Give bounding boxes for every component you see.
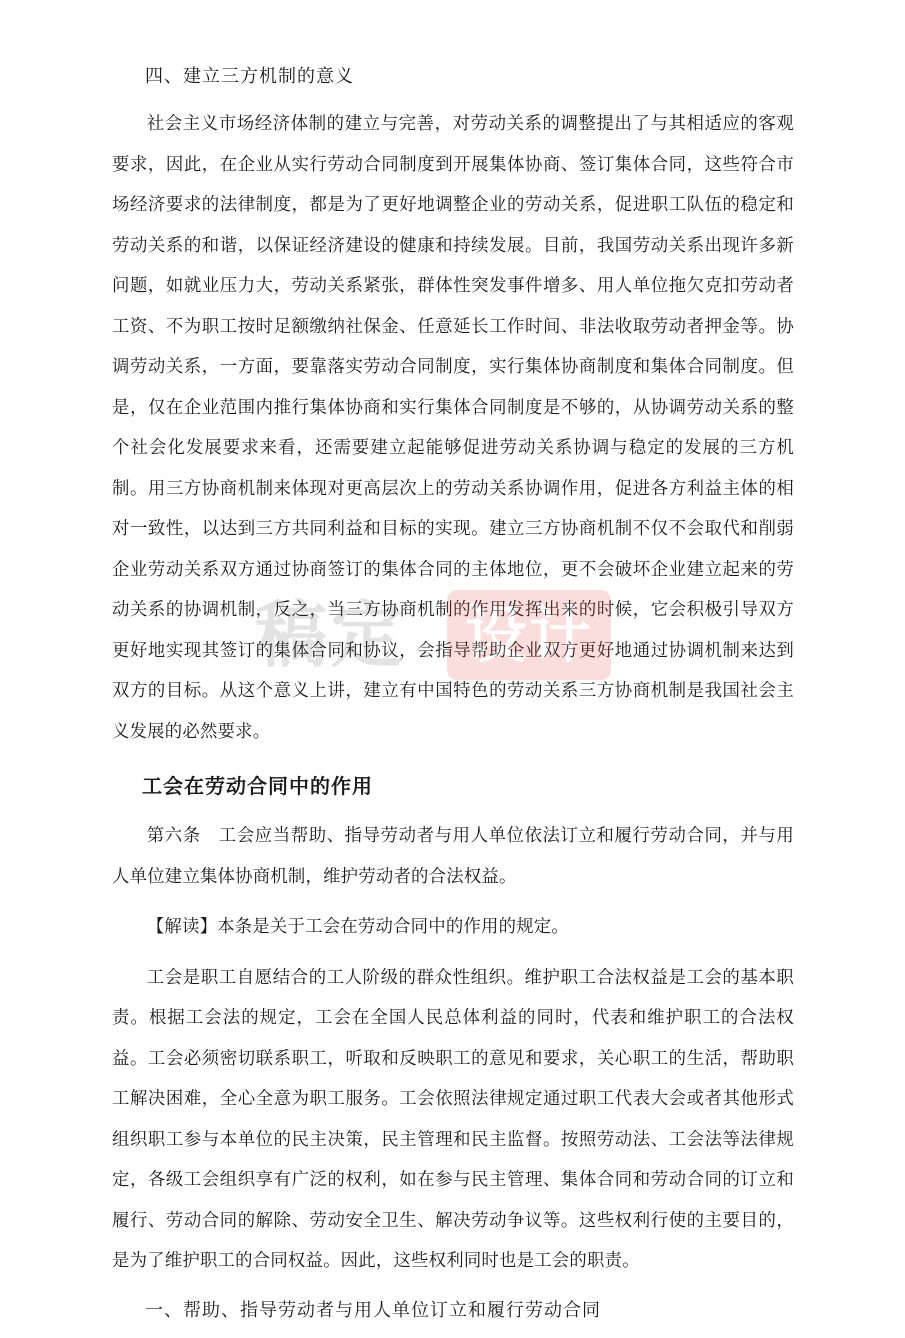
watermark-left-text: 稿定 — [255, 593, 408, 677]
paragraph-tripartite-significance: 社会主义市场经济体制的建立与完善，对劳动关系的调整提出了与其相适应的客观要求，因此，在企业从实行劳动合同制度到开展集体协商、签订集体合同，这些符合市场经济要求的法律制度，都是为了更好地调整企业的劳动关系，促进职工队伍的稳定和劳动关系的和谐，以保证经济建设的健康和持续发展。目前，我国劳动关系出现许多新问题，如就业压力大，劳动关系紧张，群体性突发事件增多、用人单位拖欠克扣劳动者工资、不为职工按时足额缴纳社保金、任意延长工作时间、非法收取劳动者押金等。协调劳动关系，一方面，要靠落实劳动合同制度，实行集体协商制度和集体合同制度。但是，仅在企业范围内推行集体协商和实行集体合同制度是不够的，从协调劳动关系的整个社会化发展要求来看，还需要建立起能够促进劳动关系协调与稳定的发展的三方机制。用三方协商机制来体现对更高层次上的劳动关系协调作用，促进各方利益主体的相对一致性，以达到三方共同利益和目标的实现。建立三方协商机制不仅不会取代和削弱企业劳动关系双方通过协商签订的集体合同的主体地位，更不会破坏企业建立起来的劳动关系的协调机制，反之，当三方协商机制的作用发挥出来的时候，它会积极引导双方更好地实现其签订的集体合同和协议，会指导帮助企业双方更好地通过协调机制来达到双方的目标。从这个意义上讲，建立有中国特色的劳动关系三方协商机制是我国社会主义发展的必然要求。 — [112, 114, 794, 742]
paragraph-article-six: 第六条 工会应当帮助、指导劳动者与用人单位依法订立和履行劳动合同，并与用人单位建立集体协商机制，维护劳动者的合法权益。 — [112, 826, 794, 887]
subheading-four: 四、建立三方机制的意义 — [145, 66, 354, 87]
document-page — [112, 58, 794, 1338]
section-title-union-role: 工会在劳动合同中的作用 — [142, 774, 373, 798]
watermark-right-badge: 设计 — [447, 590, 611, 680]
subheading-one: 一、帮助、指导劳动者与用人单位订立和履行劳动合同 — [145, 1299, 601, 1321]
paragraph-union-duties: 工会是职工自愿结合的工人阶级的群众性组织。维护职工合法权益是工会的基本职责。根据工会法的规定，工会在全国人民总体利益的同时，代表和维护职工的合法权益。工会必须密切联系职工，听取和反映职工的意见和要求，关心职工的生活，帮助职工解决困难，全心全意为职工服务。工会依照法律规定通过职工代表大会或者其他形式组织职工参与本单位的民主决策，民主管理和民主监督。按照劳动法、工会法等法律规定，各级工会组织享有广泛的权利，如在参与民主管理、集体合同和劳动合同的订立和履行、劳动合同的解除、劳动安全卫生、解决劳动争议等。这些权利行使的主要目的，是为了维护职工的合同权益。因此，这些权利同时也是工会的职责。 — [112, 967, 794, 1271]
paragraph-interpretation: 【解读】本条是关于工会在劳动合同中的作用的规定。 — [146, 917, 569, 937]
